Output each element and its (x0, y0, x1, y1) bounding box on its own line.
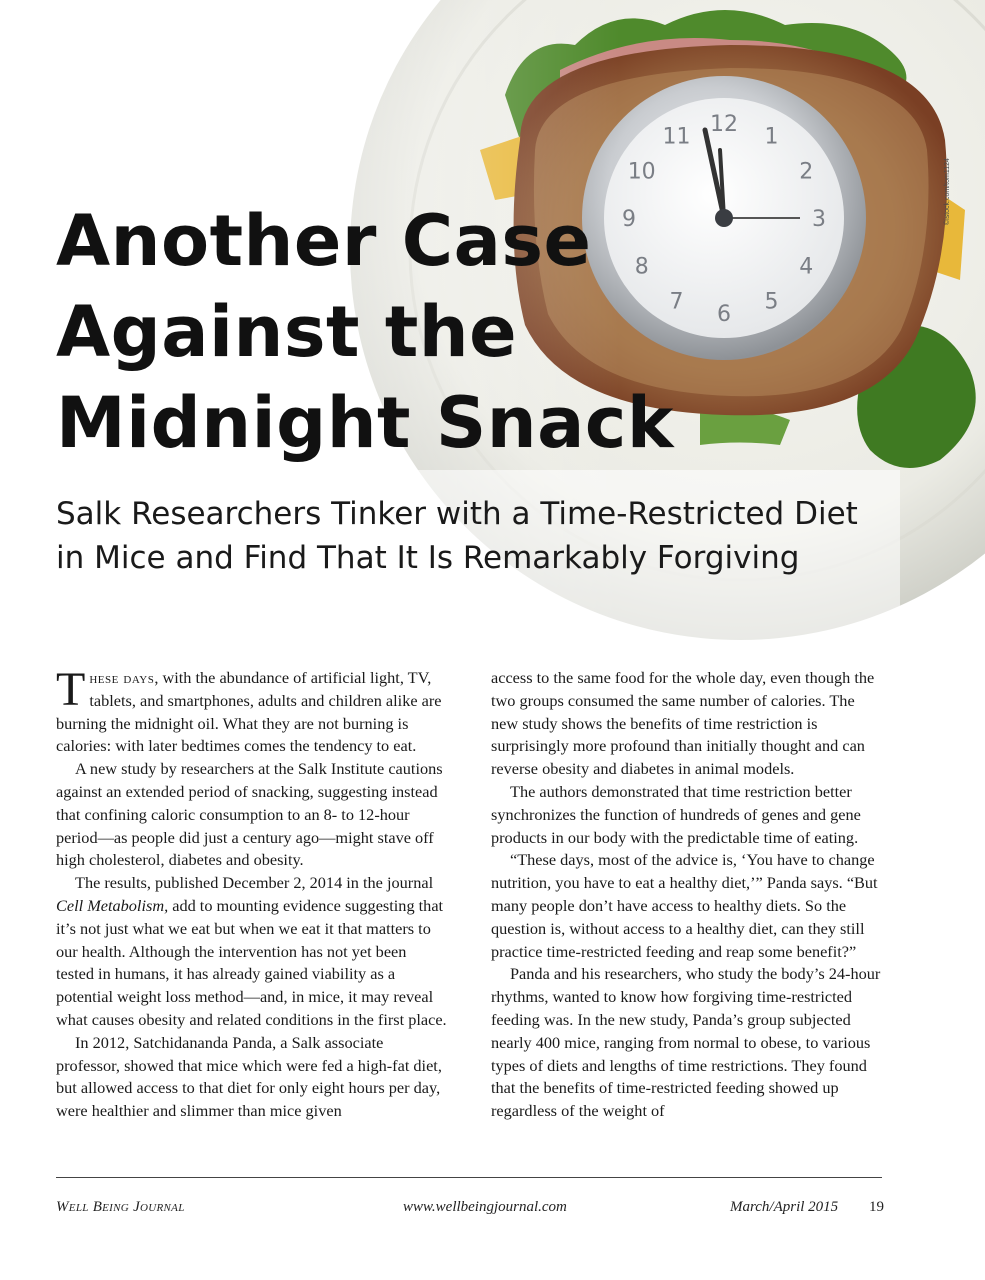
footer-issue: March/April 2015 (730, 1199, 839, 1215)
clock-numeral: 8 (634, 254, 649, 280)
title-line: Midnight Snack (56, 382, 674, 464)
article-subtitle (56, 492, 936, 580)
clock-numeral: 1 (764, 124, 779, 150)
clock-numeral: 10 (627, 159, 656, 185)
paragraph-text: The results, published December 2, 2014 in the journal (75, 873, 434, 893)
article-column-right (491, 667, 883, 1123)
paragraph: access to the same food for the whole day, even though the two groups consumed the same number of calories. The new study shows the benefits of time restriction is surprisingly more profound than initially thought and can reverse obesity and diabetes in animal models. (491, 668, 875, 779)
clock-numeral: 12 (710, 112, 738, 137)
clock-numeral: 5 (764, 289, 779, 315)
subtitle-line: Salk Researchers Tinker with a Time-Restricted Diet (56, 496, 858, 532)
clock-numeral: 9 (622, 207, 636, 232)
footer-url[interactable]: www.wellbeingjournal.com (403, 1199, 567, 1215)
clock-numeral: 4 (799, 254, 814, 280)
article-title (56, 196, 696, 469)
paragraph: In 2012, Satchidananda Panda, a Salk associate professor, showed that mice which were fed a high-fat diet, but allowed access to that diet for only eight hours per day, were healthier and slimmer than mice given (56, 1032, 442, 1121)
paragraph (56, 663, 448, 758)
drop-cap: T (56, 663, 86, 716)
paragraph: Panda and his researchers, who study the body’s 24-hour rhythms, wanted to know how forgiving time-restricted feeding was. In the new study, Panda’s group subjected nearly 400 mice, ranging from normal to obese, to various types of diets and lengths of time restrictions. They found that the benefits of time-restricted feeding showed up regardless of the weight of (491, 964, 881, 1121)
clock-numeral: 2 (799, 159, 814, 185)
paragraph-text: , with the abundance of artificial light, TV, tablets, and smartphones, adults and children alike are burning the midnight oil. What they are not burning is calories: with later bedtimes comes the tendency to eat. (56, 668, 442, 756)
subtitle-line: in Mice and Find That It Is Remarkably Forgiving (56, 540, 800, 576)
clock-numeral: 3 (812, 207, 826, 232)
clock-numeral: 6 (717, 302, 731, 327)
clock-numeral: 7 (669, 289, 684, 315)
title-line: Against the (56, 291, 518, 373)
lead-in: hese days (89, 668, 155, 687)
paragraph: A new study by researchers at the Salk Institute cautions against an extended period of snacking, suggesting instead that confining caloric consumption to an 8- to 12-hour period—as people did just a century ago—might stave off high cholesterol, diabetes and obesity. (56, 759, 443, 870)
image-credit: ©istock.com/tom1124 (944, 158, 951, 225)
title-line: Another Case (56, 200, 592, 282)
paragraph: “These days, most of the advice is, ‘You have to change nutrition, you have to eat a healthy diet,’” Panda says. “But many people don’t have access to healthy diets. So the question is, without access to a healthy diet, can they still practice time-restricted feeding and reap some benefit?” (491, 850, 878, 961)
footer-rule (56, 1177, 882, 1178)
page-number: 19 (869, 1199, 884, 1215)
journal-name: Cell Metabolism, (56, 895, 169, 915)
paragraph: The authors demonstrated that time restriction better synchronizes the function of hundreds of genes and gene products in our body with the predictable time of eating. (491, 781, 861, 847)
clock-center (715, 209, 733, 227)
clock-numeral: 11 (662, 124, 691, 150)
paragraph-text: add to mounting evidence suggesting that it’s not just what we eat but when we eat it that matters to our health. Although the intervention has not yet been tested in humans, it has already gained viability as a potential weight loss method—and, in mice, it may reveal what causes obesity and related conditions in the first place. (56, 895, 447, 1029)
paragraph (56, 872, 448, 1032)
article-column-left (56, 663, 448, 1123)
footer-journal-name: Well Being Journal (56, 1199, 185, 1215)
